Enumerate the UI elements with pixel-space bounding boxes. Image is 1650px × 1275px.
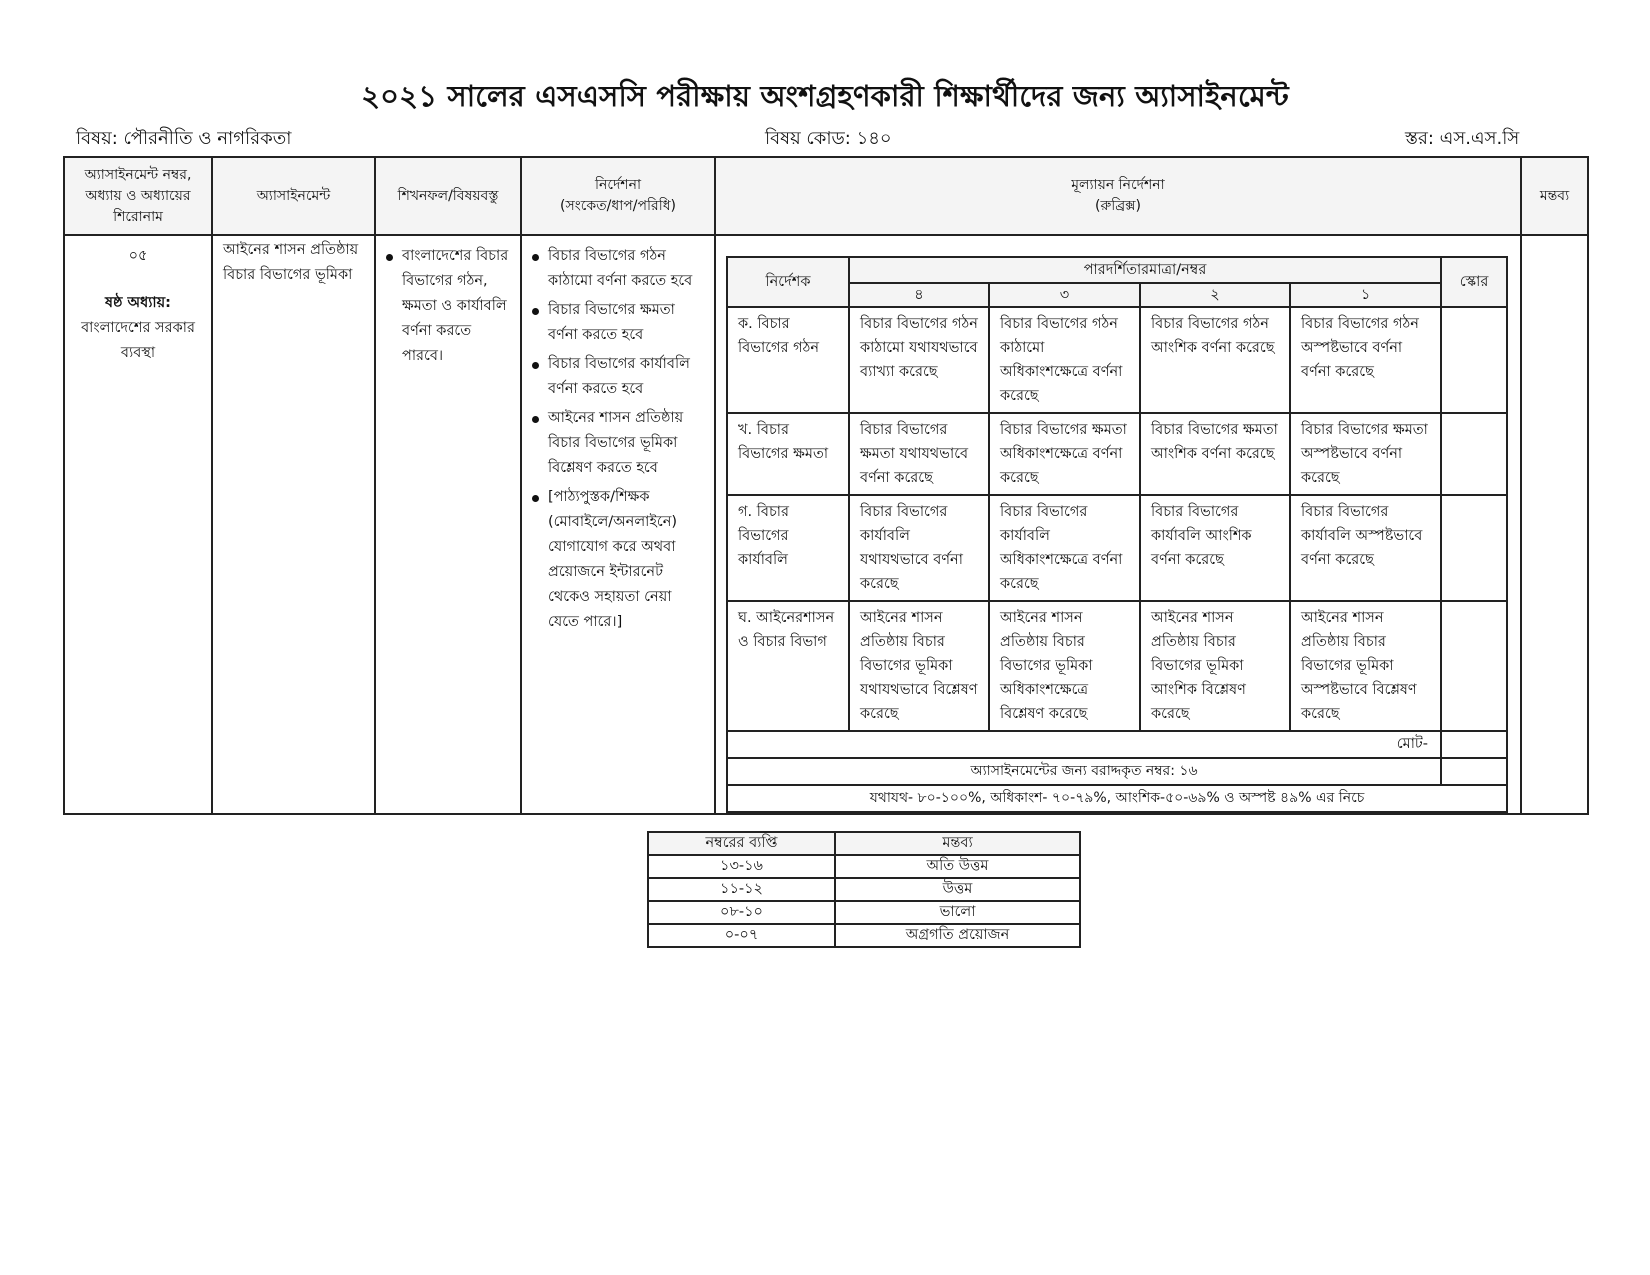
rubric-legend: যথাযথ- ৮০-১০০%, অধিকাংশ- ৭০-৭৯%, আংশিক-৫০-৬৯% ও অস্পষ্ট ৪৯% এর নিচে <box>727 785 1507 812</box>
column-header-instructions <box>521 157 715 235</box>
range-header-comment: মন্তব্য <box>835 832 1080 855</box>
rubric-cell-l3: বিচার বিভাগের কার্যাবলি অধিকাংশক্ষেত্রে বর্ণনা করেছে <box>989 495 1140 601</box>
page-title: ২০২১ সালের এসএসসি পরীক্ষায় অংশগ্রহণকারী শিক্ষার্থীদের জন্য অ্যাসাইনমেন্ট <box>361 79 1289 113</box>
column-header-number-chapter: অ্যাসাইনমেন্ট নম্বর, অধ্যায় ও অধ্যায়ের শিরোনাম <box>64 157 212 235</box>
range-value: ১১-১২ <box>648 878 835 901</box>
assignment-cell <box>212 235 375 814</box>
rubric-criterion: গ. বিচার বিভাগের কার্যাবলি <box>727 495 849 601</box>
rubric-cell-l1: আইনের শাসন প্রতিষ্ঠায় বিচার বিভাগের ভূমিকা অস্পষ্টভাবে বিশ্লেষণ করেছে <box>1290 601 1441 731</box>
rubric-cell-l1: বিচার বিভাগের কার্যাবলি অস্পষ্টভাবে বর্ণনা করেছে <box>1290 495 1441 601</box>
learning-outcome-list <box>386 244 510 369</box>
rubric-row-power <box>727 413 1507 495</box>
rubric-total-score <box>1441 731 1507 758</box>
range-comment: উত্তম <box>835 878 1080 901</box>
subject-code-label: বিষয় কোড: ১৪০ <box>765 128 892 149</box>
chapter-title: বাংলাদেশের সরকার ব্যবস্থা <box>81 320 195 361</box>
rubric-row-functions <box>727 495 1507 601</box>
range-comment: অতি উত্তম <box>835 855 1080 878</box>
rubric-cell-l2: বিচার বিভাগের গঠন আংশিক বর্ণনা করেছে <box>1140 307 1290 413</box>
column-header-evaluation <box>715 157 1521 235</box>
column-header-assignment: অ্যাসাইনমেন্ট <box>212 157 375 235</box>
range-row <box>648 855 1080 878</box>
rubric-cell-l1: বিচার বিভাগের ক্ষমতা অস্পষ্টভাবে বর্ণনা করেছে <box>1290 413 1441 495</box>
rubric-cell-l4: আইনের শাসন প্রতিষ্ঠায় বিচার বিভাগের ভূমিকা যথাযথভাবে বিশ্লেষণ করেছে <box>849 601 989 731</box>
range-row <box>648 901 1080 924</box>
assignment-number: ০৫ <box>128 248 148 264</box>
number-chapter-cell <box>64 235 212 814</box>
rubric-cell-l4: বিচার বিভাগের গঠন কাঠামো যথাযথভাবে ব্যাখ্যা করেছে <box>849 307 989 413</box>
rubric-cell-l4: বিচার বিভাগের ক্ষমতা যথাযথভাবে বর্ণনা করেছে <box>849 413 989 495</box>
instructions-list <box>532 244 704 635</box>
rubric-levels-header: পারদর্শিতারমাত্রা/নম্বর <box>849 257 1441 283</box>
instruction-item: আইনের শাসন প্রতিষ্ঠায় বিচার বিভাগের ভূমিকা বিশ্লেষণ করতে হবে <box>532 406 704 481</box>
rubric-cell-l3: বিচার বিভাগের ক্ষমতা অধিকাংশক্ষেত্রে বর্ণনা করেছে <box>989 413 1140 495</box>
range-header-row <box>648 832 1080 855</box>
rubric-cell-l2: বিচার বিভাগের ক্ষমতা আংশিক বর্ণনা করেছে <box>1140 413 1290 495</box>
evaluation-header-line1: মূল্যায়ন নির্দেশনা <box>1071 177 1165 193</box>
rubric-score-cell <box>1441 307 1507 413</box>
rubric-score-cell <box>1441 413 1507 495</box>
learning-outcome-cell <box>375 235 521 814</box>
rubric-criterion: খ. বিচার বিভাগের ক্ষমতা <box>727 413 849 495</box>
range-value: ১৩-১৬ <box>648 855 835 878</box>
rubric-cell-l2: বিচার বিভাগের কার্যাবলি আংশিক বর্ণনা করেছে <box>1140 495 1290 601</box>
rubric-criterion: ঘ. আইনেরশাসন ও বিচার বিভাগ <box>727 601 849 731</box>
rubric-cell-l4: বিচার বিভাগের কার্যাবলি যথাযথভাবে বর্ণনা করেছে <box>849 495 989 601</box>
rubric-level-1: ১ <box>1290 283 1441 307</box>
column-header-comment: মন্তব্য <box>1521 157 1588 235</box>
evaluation-cell <box>715 235 1521 814</box>
rubric-score-header: স্কোর <box>1441 257 1507 307</box>
instructions-header-line2: (সংকেত/ধাপ/পরিধি) <box>559 198 677 214</box>
range-header-range: নম্বরের ব্যপ্তি <box>648 832 835 855</box>
rubric-header-row <box>727 257 1507 283</box>
rubric-total-row <box>727 731 1507 758</box>
rubric-score-cell <box>1441 601 1507 731</box>
range-comment: ভালো <box>835 901 1080 924</box>
subject-label: বিষয়: পৌরনীতি ও নাগরিকতা <box>76 128 292 149</box>
rubric-score-cell <box>1441 495 1507 601</box>
range-row <box>648 924 1080 947</box>
evaluation-header-line2: (রুব্রিক্স) <box>1095 198 1141 214</box>
rubric-cell-l1: বিচার বিভাগের গঠন অস্পষ্টভাবে বর্ণনা বর্ণনা করেছে <box>1290 307 1441 413</box>
assignment-table <box>63 156 1589 815</box>
rubric-table <box>726 256 1508 813</box>
instructions-header-line1: নির্দেশনা <box>594 177 642 193</box>
level-label: স্তর: এস.এস.সি <box>1405 128 1520 149</box>
rubric-level-3: ৩ <box>989 283 1140 307</box>
column-header-learning-outcome: শিখনফল/বিষয়বস্তু <box>375 157 521 235</box>
instruction-item: [পাঠ্যপুস্তক/শিক্ষক (মোবাইলে/অনলাইনে) যোগাযোগ করে অথবা প্রয়োজনে ইন্টারনেট থেকেও সহায়তা নেয়া যেতে পারে।] <box>532 485 704 635</box>
range-value: ০-০৭ <box>648 924 835 947</box>
rubric-criterion-header: নির্দেশক <box>727 257 849 307</box>
instructions-cell <box>521 235 715 814</box>
rubric-criterion: ক. বিচার বিভাগের গঠন <box>727 307 849 413</box>
rubric-cell-l3: বিচার বিভাগের গঠন কাঠামো অধিকাংশক্ষেত্রে বর্ণনা করেছে <box>989 307 1140 413</box>
rubric-level-2: ২ <box>1140 283 1290 307</box>
rubric-level-4: ৪ <box>849 283 989 307</box>
range-value: ০৮-১০ <box>648 901 835 924</box>
rubric-allotted-row <box>727 758 1507 785</box>
rubric-row-rule-of-law <box>727 601 1507 731</box>
rubric-legend-row <box>727 785 1507 812</box>
rubric-total-label: মোট- <box>727 731 1441 758</box>
assignment-table-header-row <box>64 157 1588 235</box>
rubric-allotted-blank <box>1441 758 1507 785</box>
chapter-label: ষষ্ঠ অধ্যায়: <box>105 295 171 311</box>
comment-cell <box>1521 235 1588 814</box>
instruction-item: বিচার বিভাগের কার্যাবলি বর্ণনা করতে হবে <box>532 352 704 402</box>
instruction-item: বিচার বিভাগের গঠন কাঠামো বর্ণনা করতে হবে <box>532 244 704 294</box>
instruction-item: বিচার বিভাগের ক্ষমতা বর্ণনা করতে হবে <box>532 298 704 348</box>
assignment-row <box>64 235 1588 814</box>
marks-range-table <box>647 831 1081 948</box>
assignment-text: আইনের শাসন প্রতিষ্ঠায় বিচার বিভাগের ভূমিকা <box>223 242 359 283</box>
rubric-cell-l3: আইনের শাসন প্রতিষ্ঠায় বিচার বিভাগের ভূমিকা অধিকাংশক্ষেত্রে বিশ্লেষণ করেছে <box>989 601 1140 731</box>
rubric-allotted-marks: অ্যাসাইনমেন্টের জন্য বরাদ্দকৃত নম্বর: ১৬ <box>727 758 1441 785</box>
range-row <box>648 878 1080 901</box>
rubric-cell-l2: আইনের শাসন প্রতিষ্ঠায় বিচার বিভাগের ভূমিকা আংশিক বিশ্লেষণ করেছে <box>1140 601 1290 731</box>
rubric-row-structure <box>727 307 1507 413</box>
learning-outcome-item: বাংলাদেশের বিচার বিভাগের গঠন, ক্ষমতা ও কার্যাবলি বর্ণনা করতে পারবে। <box>386 244 510 369</box>
range-comment: অগ্রগতি প্রয়োজন <box>835 924 1080 947</box>
